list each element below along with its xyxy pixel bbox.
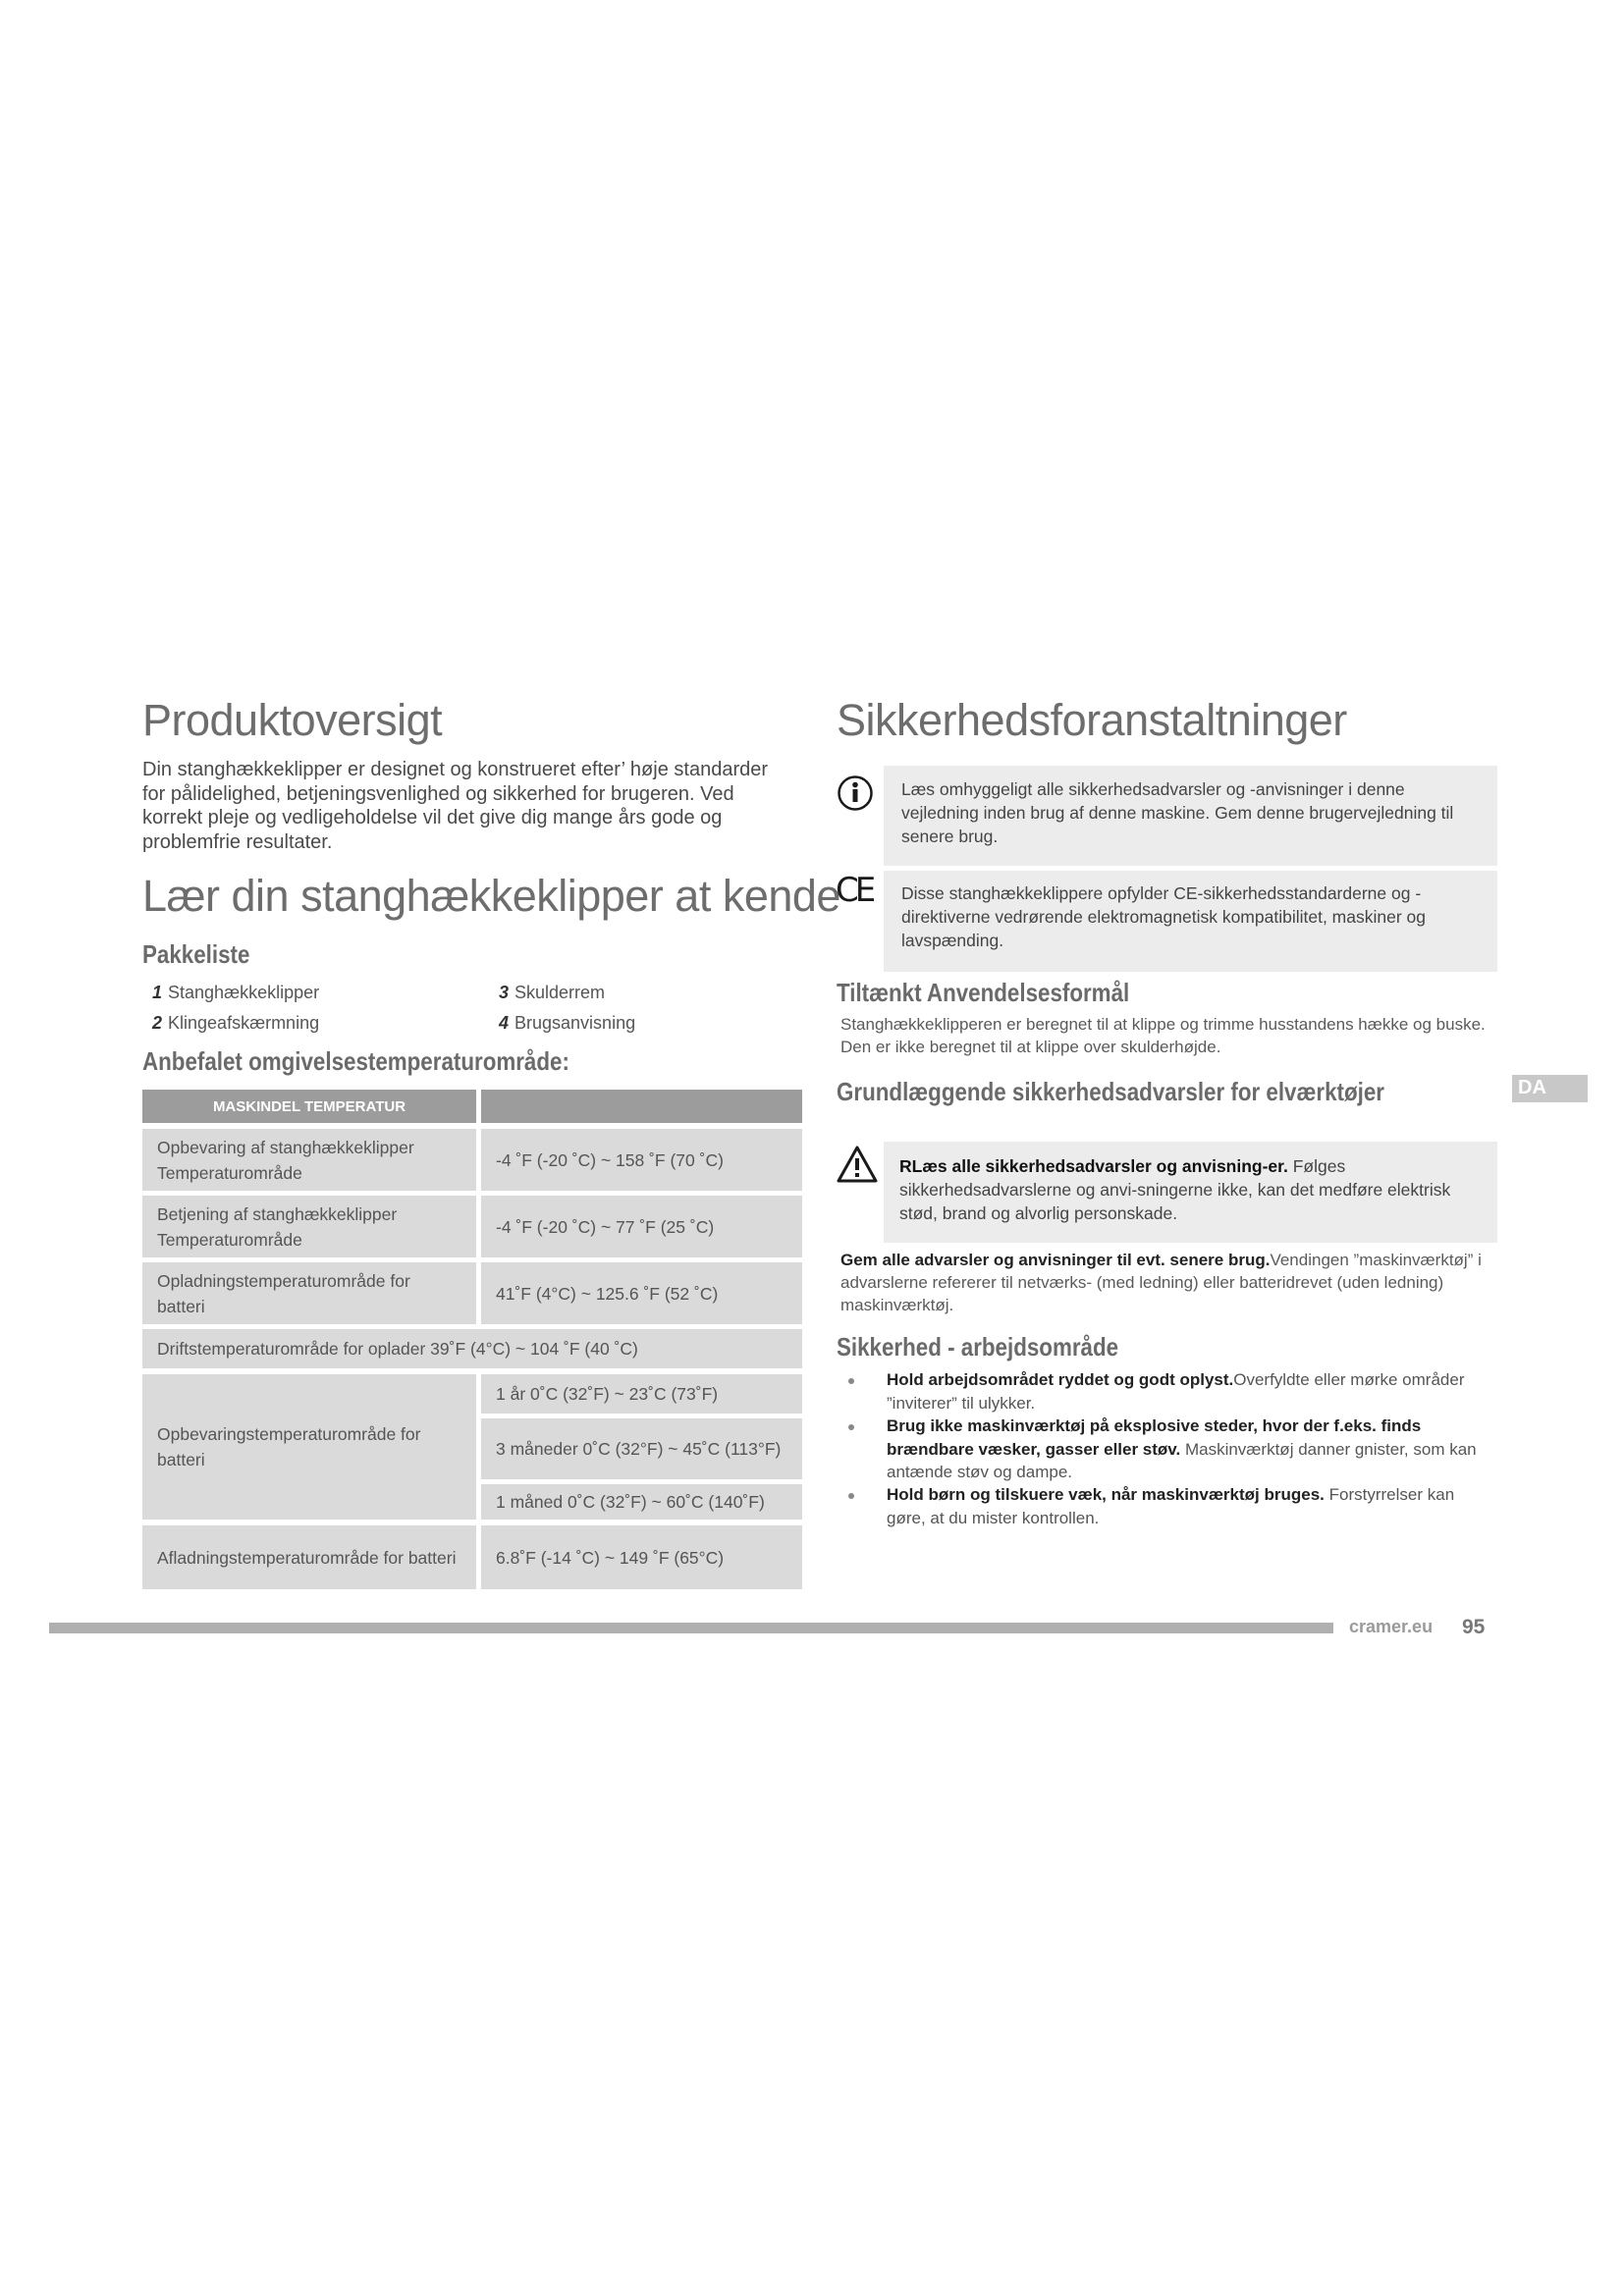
ce-text: Disse stanghækkeklippere opfylder CE-sikkerhedsstandarderne og -direktiverne vedrørende elektromagnetisk kompatibilitet, maskiner og lavspænding. [901, 883, 1426, 950]
section-title-sikkerhed: Sikkerhedsforanstaltninger [837, 695, 1347, 745]
work-area-heading: Sikkerhed - arbejdsområde [837, 1332, 1119, 1362]
package-item: 4 Brugsanvisning [499, 1013, 636, 1033]
intended-use-heading: Tiltænkt Anvendelsesformål [837, 978, 1130, 1007]
intro-paragraph: Din stanghækkeklipper er designet og konstrueret efter’ høje standarder for pålidelighed, betjeningsvenlighed og sikkerhed for brugeren. Ved korrekt pleje og vedligeholdelse vil det give dig mange års gode og problemfrie resultater. [142, 759, 769, 853]
table-cell-temp: -4 ˚F (-20 ˚C) ~ 158 ˚F (70 ˚C) [481, 1129, 802, 1191]
work-area-bullet: Hold børn og tilskuere væk, når maskinværktøj bruges. Forstyrrelser kan gøre, at du mister kontrollen. [887, 1485, 1455, 1527]
table-cell-temp: 41˚F (4°C) ~ 125.6 ˚F (52 ˚C) [481, 1262, 802, 1324]
table-cell-part: Opbevaringstemperaturområde for batteri [142, 1374, 476, 1520]
table-cell-temp: 6.8˚F (-14 ˚C) ~ 149 ˚F (65°C) [481, 1525, 802, 1589]
bullet-dot [848, 1424, 854, 1430]
info-icon [837, 774, 874, 812]
table-cell-temp: 3 måneder 0˚C (32°F) ~ 45˚C (113°F) [481, 1418, 802, 1479]
table-cell-part: Opladningstemperaturområde for batteri [142, 1262, 476, 1324]
temperature-heading: Anbefalet omgivelsestemperaturområde: [142, 1046, 569, 1076]
package-item: 2 Klingeafskærmning [152, 1013, 320, 1033]
work-area-bullet: Hold arbejdsområdet ryddet og godt oplyst.Overfyldte eller mørke områder ”inviterer” til ulykker. [887, 1370, 1465, 1413]
keep-instructions-text: Gem alle advarsler og anvisninger til evt. senere brug.Vendingen ”maskinværktøj” i advarslerne refererer til netværks- (med ledning) eller batteridrevet (uden ledning) maskinværktøj. [840, 1251, 1482, 1314]
pakkeliste-heading: Pakkeliste [142, 939, 250, 969]
warning-text: RLæs alle sikkerhedsadvarsler og anvisning-er. Følges sikkerhedsadvarslerne og anvi-sningerne ikke, kan det medføre elektrisk stød, brand og alvorlig personskade. [899, 1156, 1451, 1223]
table-cell-part: Afladningstemperaturområde for batteri [142, 1525, 476, 1589]
footer-rule [49, 1623, 1333, 1633]
table-cell-part: Opbevaring af stanghækkeklipper Temperaturområde [142, 1129, 476, 1191]
table-cell-part: Betjening af stanghækkeklipper Temperaturområde [142, 1196, 476, 1257]
page-number: 95 [1462, 1616, 1486, 1638]
table-cell-full: Driftstemperaturområde for oplader 39˚F (4°C) ~ 104 ˚F (40 ˚C) [142, 1329, 802, 1368]
language-tab-da: DA [1512, 1075, 1588, 1102]
bullet-dot [848, 1378, 854, 1384]
package-item: 1 Stanghækkeklipper [152, 983, 320, 1002]
table-cell-temp: 1 måned 0˚C (32˚F) ~ 60˚C (140˚F) [481, 1484, 802, 1520]
bullet-dot [848, 1493, 854, 1499]
warning-triangle-icon [836, 1145, 879, 1184]
footer-site: cramer.eu [1349, 1617, 1434, 1636]
section-title-laer: Lær din stanghækkeklipper at kende [142, 871, 840, 921]
general-warnings-heading: Grundlæggende sikkerhedsadvarsler for elværktøjer [837, 1077, 1384, 1106]
work-area-bullet: Brug ikke maskinværktøj på eksplosive steder, hvor der f.eks. finds brændbare væsker, gasser eller støv. Maskinværktøj danner gnister, som kan antænde støv og dampe. [887, 1416, 1477, 1481]
info-text: Læs omhyggeligt alle sikkerhedsadvarsler og -anvisninger i denne vejledning inden brug af denne maskine. Gem denne brugervejledning til senere brug. [901, 779, 1454, 846]
table-cell-temp: 1 år 0˚C (32˚F) ~ 23˚C (73˚F) [481, 1374, 802, 1414]
intended-use-text: Stanghækkeklipperen er beregnet til at klippe og trimme husstandens hække og buske. Den er ikke beregnet til at klippe over skulderhøjde. [840, 1015, 1486, 1056]
table-header: MASKINDEL TEMPERATUR [142, 1090, 476, 1123]
section-title-produktoversigt: Produktoversigt [142, 695, 443, 745]
table-cell-temp: -4 ˚F (-20 ˚C) ~ 77 ˚F (25 ˚C) [481, 1196, 802, 1257]
package-item: 3 Skulderrem [499, 983, 606, 1002]
table-header-empty [481, 1090, 802, 1123]
ce-mark-icon: CE [836, 871, 873, 910]
